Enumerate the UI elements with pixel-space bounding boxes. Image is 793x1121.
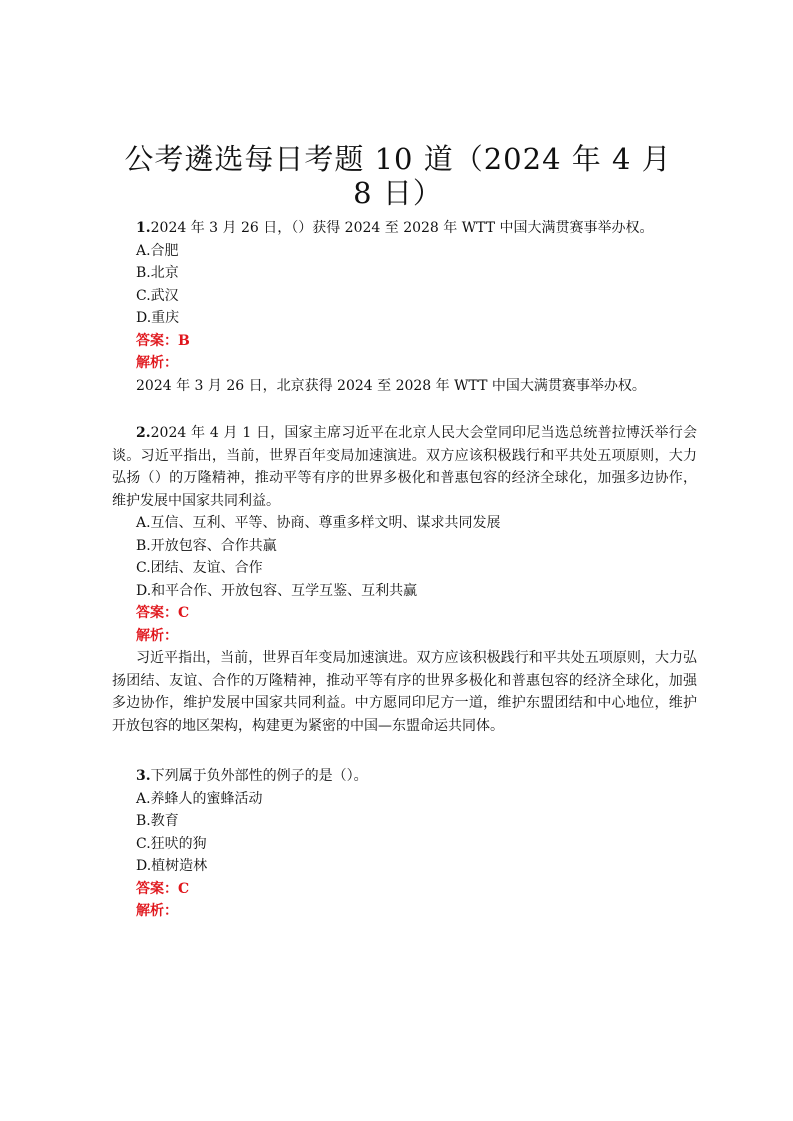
question-3-answer: 答案：C: [136, 880, 190, 897]
question-1-stem: 1.2024 年 3 月 26 日，（）获得 2024 至 2028 年 WTT 中国大满贯赛事举办权。: [136, 220, 654, 236]
question-1: [112, 217, 697, 397]
question-1-number: 1.: [136, 220, 151, 236]
question-3-number: 3.: [136, 768, 151, 784]
question-3-option-c: C.狂吠的狗: [136, 835, 207, 852]
question-1-analysis: 2024 年 3 月 26 日，北京获得 2024 至 2028 年 WTT 中国大满贯赛事举办权。: [136, 377, 646, 394]
question-1-option-c: C.武汉: [136, 287, 179, 304]
question-3-stem: 3.下列属于负外部性的例子的是（）。: [136, 768, 368, 784]
question-1-analysis-label: 解析：: [136, 355, 178, 371]
question-3-option-d: D.植树造林: [136, 858, 208, 874]
question-3: [112, 765, 697, 923]
question-2-number: 2.: [136, 425, 151, 441]
question-2-option-b: B.开放包容、合作共赢: [136, 537, 277, 554]
question-1-option-b: B.北京: [136, 265, 179, 281]
question-3-analysis-label: 解析：: [136, 903, 178, 919]
question-1-option-a: A.合肥: [136, 242, 179, 259]
question-1-answer: 答案：B: [136, 332, 190, 349]
document-title: 公考遴选每日考题 10 道（2024 年 4 月 8 日）: [124, 142, 672, 210]
question-2-analysis-label: 解析：: [136, 627, 178, 644]
question-2-answer: 答案：C: [136, 605, 190, 621]
question-2-analysis: 习近平指出，当前，世界百年变局加速演进。双方应该积极践行和平共处五项原则，大力弘扬团结、友谊、合作的万隆精神，推动平等有序的世界多极化和普惠包容的经济全球化，加强多边协作，维护发展中国家共同利益。中方愿同印尼方一道，维护东盟团结和中心地位，维护开放包容的地区架构，构建更为紧密的中国—东盟命运共同体。: [112, 650, 697, 734]
question-2-stem: 2.2024 年 4 月 1 日，国家主席习近平在北京人民大会堂同印尼当选总统普拉博沃举行会谈。习近平指出，当前，世界百年变局加速演进。双方应该积极践行和平共处五项原则，大力弘扬（）的万隆精神，推动平等有序的世界多极化和普惠包容的经济全球化，加强多边协作，维护发展中国家共同利益。: [112, 425, 697, 509]
question-1-option-d: D.重庆: [136, 310, 180, 326]
question-3-option-b: B.教育: [136, 813, 179, 829]
question-2-option-a: A.互信、互利、平等、协商、尊重多样文明、谋求共同发展: [136, 515, 501, 531]
question-3-option-a: A.养蜂人的蜜蜂活动: [136, 790, 263, 807]
document-content: [112, 217, 697, 923]
question-2-option-c: C.团结、友谊、合作: [136, 560, 263, 576]
question-2: [112, 422, 697, 737]
question-2-option-d: D.和平合作、开放包容、互学互鉴、互利共赢: [136, 582, 418, 599]
